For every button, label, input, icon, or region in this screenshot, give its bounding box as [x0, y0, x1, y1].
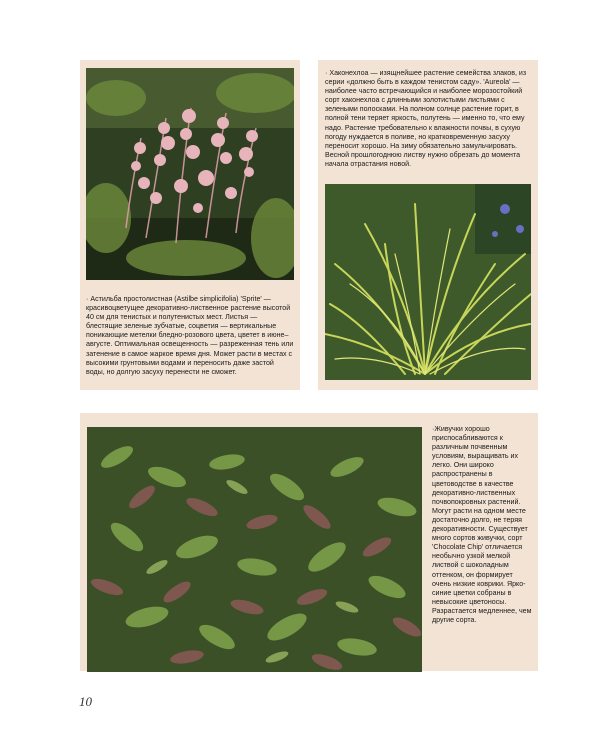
astilbe-panel	[80, 60, 300, 390]
hakonechloa-panel	[318, 60, 538, 390]
page-number: 10	[79, 694, 92, 709]
astilbe-photo	[86, 68, 294, 280]
ajuga-panel	[80, 413, 538, 671]
hakonechloa-caption: · Хаконехлоа — изящнейшее растение семейства злаков, из серии «должно быть в каждом тенистом саду». 'Aureola' — наиболее часто встречающийся и наиболее морозостойкий сорт хаконехлоа с длинными золотистыми листьями с зелеными полосками. На полном солнце растение горит, в полной тени теряет яркость, полутень — именно то, что ему надо. Растение требовательно к влажности почвы, в сухую погоду нуждается в поливе, но кратковременную засуху переносит хорошо. На зиму обязательно замульчировать. Весной прошлогоднюю листву нужно обрезать до момента начала отрастания новой.	[325, 69, 527, 168]
ajuga-caption: ·Живучки хорошо приспосабливаются к различным почвенным условиям, выращивать их легко. Они широко распространены в цветоводстве в качестве декоративно-лиственных почвопокровных растений. Могут расти на одном месте достаточно долго, не теряя декоративности. Существует много сортов живучки, сорт 'Chocolate Chip' отличается необычно узкой мелкой листвой с шоколадным оттенком, он формирует очень низкие коврики. Ярко-синие цветки собраны в невысокие цветоносы. Разрастается медленнее, чем другие сорта.	[432, 425, 532, 624]
astilbe-caption: · Астильба простолистная (Astilbe simplicifolia) 'Sprite' — красивоцветущее декоративно-лиственное растение высотой 40 см для тенистых и полутенистых мест. Листья — блестящие зеленые зубчатые, соцветия — вертикальные поникающие метелки бледно-розового цвета, цветет в июне–августе. Оптимальная освещенность — разреженная тень или затенение в самое жаркое время дня. Может расти в местах с высокими грунтовыми водами и переносить даже застой воды, но долгую засуху перенести не сможет.	[86, 295, 294, 376]
hakonechloa-photo	[325, 184, 531, 380]
ajuga-photo	[87, 427, 422, 672]
